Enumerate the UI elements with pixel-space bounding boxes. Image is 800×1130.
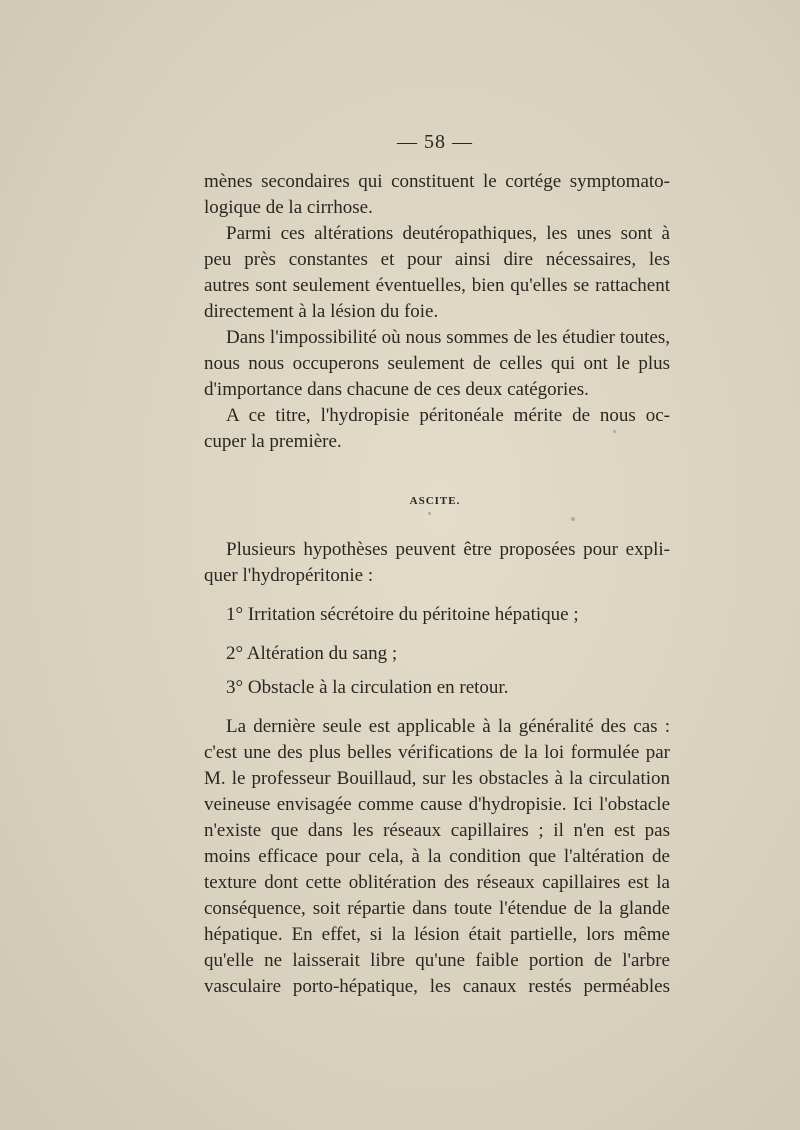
text-line: M. le professeur Bouillaud, sur les obstacles à la circulation (204, 768, 670, 789)
text-line: veineuse envisagée comme cause d'hydropisie. Ici l'obstacle (204, 794, 670, 815)
text-line: d'importance dans chacune de ces deux catégories. (204, 379, 589, 400)
text-line: Plusieurs hypothèses peuvent être proposées pour expli- (226, 539, 670, 560)
text-line: quer l'hydropéritonie : (204, 565, 374, 586)
paragraph-block-1 (204, 169, 670, 455)
text-line: directement à la lésion du foie. (204, 301, 439, 322)
paper-speck (428, 512, 431, 515)
text-line: La dernière seule est applicable à la généralité des cas : (226, 716, 670, 737)
text-line: c'est une des plus belles vérifications de la loi formulée par (204, 742, 670, 763)
text-line: peu près constantes et pour ainsi dire nécessaires, les (204, 249, 670, 270)
text-line: cuper la première. (204, 431, 342, 452)
list-item: 2° Altération du sang ; (226, 643, 398, 664)
text-line: conséquence, soit répartie dans toute l'étendue de la glande (204, 898, 670, 919)
paragraph-block-2 (204, 537, 670, 589)
list-item: 1° Irritation sécrétoire du péritoine hépatique ; (226, 604, 579, 625)
paper-speck (613, 430, 616, 433)
page-number: — 58 — (397, 131, 473, 153)
text-line: logique de la cirrhose. (204, 197, 373, 218)
text-line: Dans l'impossibilité où nous sommes de les étudier toutes, (226, 327, 670, 348)
text-line: mènes secondaires qui constituent le cortége symptomato- (204, 171, 670, 192)
text-line: vasculaire porto-hépatique, les canaux restés perméables (204, 976, 670, 997)
text-line: nous nous occuperons seulement de celles qui ont le plus (204, 353, 670, 374)
text-line: moins efficace pour cela, à la condition que l'altération de (204, 846, 670, 867)
text-line: n'existe que dans les réseaux capillaires ; il n'en est pas (204, 820, 670, 841)
text-line: Parmi ces altérations deutéropathiques, les unes sont à (226, 223, 670, 244)
text-line: qu'elle ne laisserait libre qu'une faible portion de l'arbre (204, 950, 670, 971)
paper-speck (571, 517, 575, 521)
text-line: texture dont cette oblitération des réseaux capillaires est la (204, 872, 670, 893)
list-item: 3° Obstacle à la circulation en retour. (226, 677, 509, 698)
text-line: autres sont seulement éventuelles, bien qu'elles se rattachent (204, 275, 670, 296)
text-line: hépatique. En effet, si la lésion était partielle, lors même (204, 924, 670, 945)
section-heading: ASCITE. (409, 495, 461, 507)
text-line: A ce titre, l'hydropisie péritonéale mérite de nous oc- (226, 405, 670, 426)
paragraph-block-3 (204, 714, 670, 1000)
